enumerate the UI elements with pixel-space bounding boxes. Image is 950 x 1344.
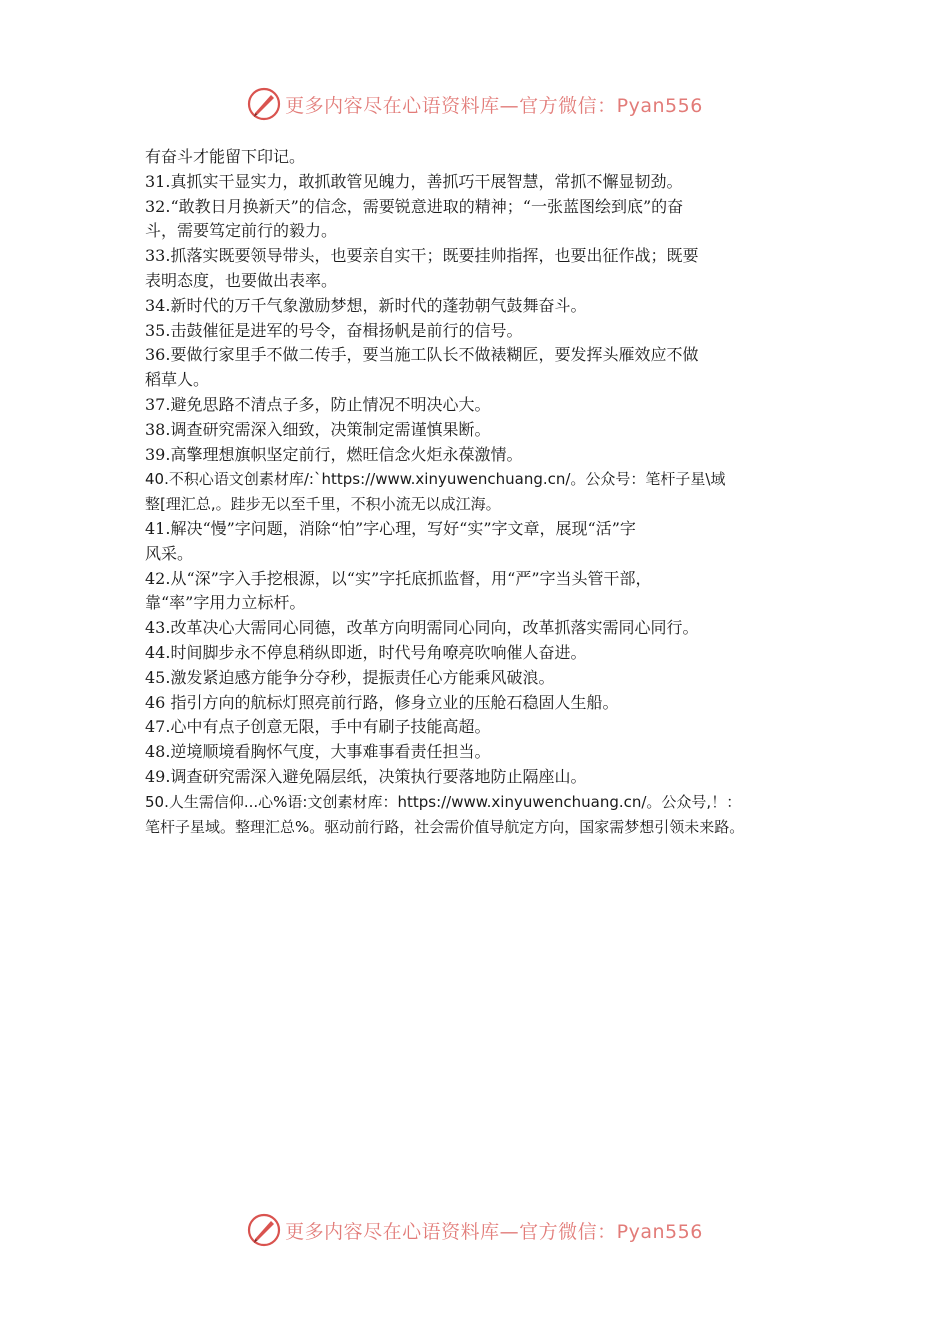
text-line: 笔杆子星域。整理汇总%。驱动前行路，社会需价值导航定方向，国家需梦想引领未来路。 bbox=[145, 817, 745, 836]
text-line: 42.从“深”字入手挖根源，以“实”字托底抓监督，用“严”字当头管干部， bbox=[145, 568, 652, 588]
text-line: 风采。 bbox=[145, 543, 194, 563]
text-line: 50.人生需信仰...心%语:文创素材库：https://www.xinyuwenchuang.cn/。公众号,！： bbox=[145, 792, 742, 811]
document-body bbox=[145, 145, 815, 839]
text-line: 32.“敢教日月换新天”的信念，需要锐意进取的精神；“一张蓝图绘到底”的奋 bbox=[145, 196, 684, 216]
text-line: 46 指引方向的航标灯照亮前行路，修身立业的压舱石稳固人生船。 bbox=[145, 692, 619, 712]
text-line: 37.避免思路不清点子多，防止情况不明决心大。 bbox=[145, 394, 491, 414]
footer-banner bbox=[0, 1210, 950, 1250]
text-line: 稻草人。 bbox=[145, 370, 210, 390]
text-line: 35.击鼓催征是进军的号令，奋楫扬帆是前行的信号。 bbox=[145, 320, 523, 340]
header-banner bbox=[0, 84, 950, 124]
text-line: 34.新时代的万千气象激励梦想，新时代的蓬勃朝气鼓舞奋斗。 bbox=[145, 295, 587, 315]
text-line: 33.抓落实既要领导带头，也要亲自实干；既要挂帅指挥，也要出征作战；既要 bbox=[145, 246, 699, 266]
text-line: 36.要做行家里手不做二传手，要当施工队长不做裱糊匠，要发挥头雁效应不做 bbox=[145, 345, 699, 365]
text-line: 43.改革决心大需同心同德，改革方向明需同心同向，改革抓落实需同心同行。 bbox=[145, 618, 699, 638]
text-line: 表明态度，也要做出表率。 bbox=[145, 270, 338, 290]
text-line: 44.时间脚步永不停息稍纵即逝，时代号角嘹亮吹响催人奋进。 bbox=[145, 642, 587, 662]
text-line: 38.调查研究需深入细致，决策制定需谨慎果断。 bbox=[145, 419, 491, 439]
text-line: 45.激发紧迫感方能争分夺秒，提振责任心方能乘风破浪。 bbox=[145, 667, 555, 687]
text-line: 40.不积心语文创素材库/:`https://www.xinyuwenchuang.cn/。公众号：笔杆子星\域 bbox=[145, 470, 726, 489]
header-banner-text: 更多内容尽在心语资料库—官方微信：Pyan556 bbox=[285, 94, 703, 117]
text-line: 48.逆境顺境看胸怀气度，大事难事看责任担当。 bbox=[145, 742, 491, 762]
quill-logo-icon bbox=[247, 87, 281, 121]
text-line: 靠“率”字用力立标杆。 bbox=[145, 593, 306, 613]
text-line: 有奋斗才能留下印记。 bbox=[145, 147, 306, 166]
footer-banner-text: 更多内容尽在心语资料库—官方微信：Pyan556 bbox=[285, 1220, 703, 1243]
text-line: 整[理汇总,。跬步无以至千里，不积小流无以成江海。 bbox=[145, 495, 501, 514]
text-line: 49.调查研究需深入避免隔层纸，决策执行要落地防止隔座山。 bbox=[145, 766, 587, 786]
text-line: 斗，需要笃定前行的毅力。 bbox=[145, 221, 338, 241]
text-line: 47.心中有点子创意无限，手中有刷子技能高超。 bbox=[145, 717, 491, 737]
text-line: 31.真抓实干显实力，敢抓敢管见魄力，善抓巧干展智慧，常抓不懈显韧劲。 bbox=[145, 171, 683, 191]
quill-logo-icon bbox=[247, 1213, 281, 1247]
text-line: 41.解决“慢”字问题，消除“怕”字心理，写好“实”字文章，展现“活”字 bbox=[145, 518, 636, 538]
text-line: 39.高擎理想旗帜坚定前行，燃旺信念火炬永葆激情。 bbox=[145, 444, 523, 464]
